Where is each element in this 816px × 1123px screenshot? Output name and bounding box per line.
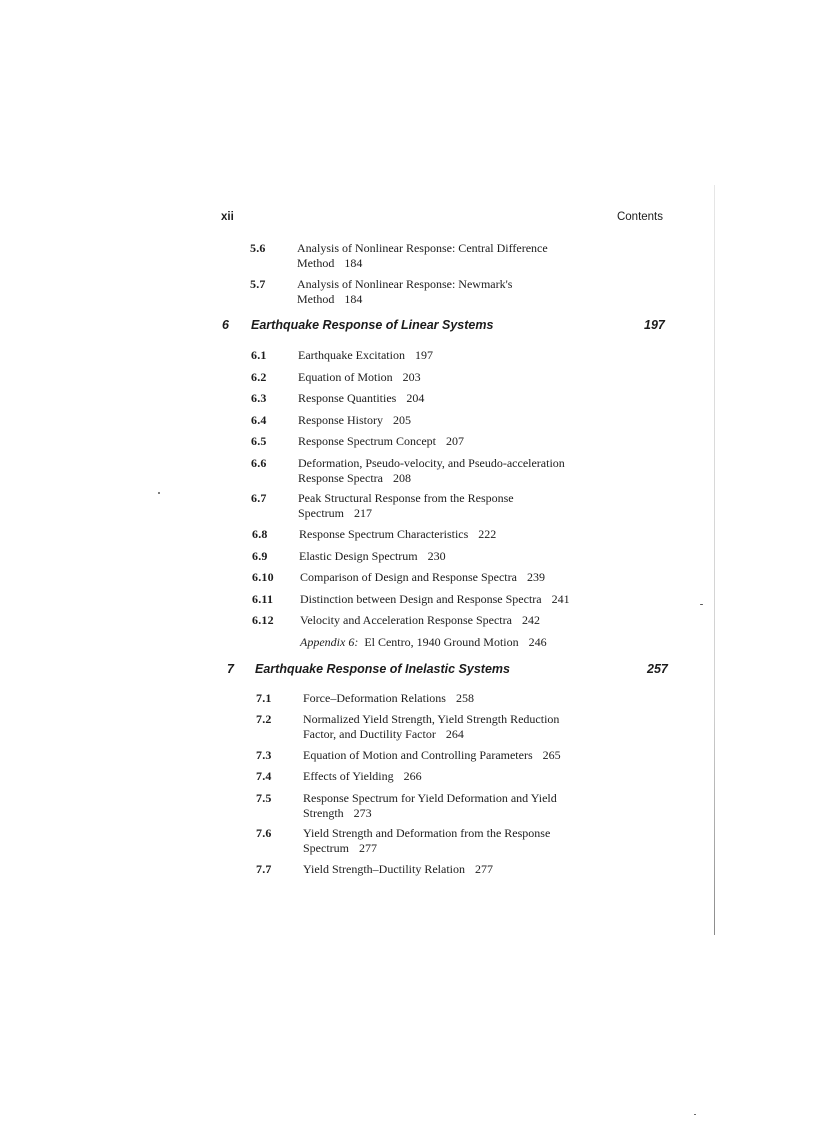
section-title [298, 370, 588, 385]
chapter-title: Earthquake Response of Linear Systems [251, 318, 494, 332]
section-title [303, 862, 593, 877]
section-title-text: Velocity and Acceleration Response Spectra [300, 613, 512, 627]
section-title-text: Distinction between Design and Response Spectra [300, 592, 542, 606]
section-title-text: Elastic Design Spectrum [299, 549, 418, 563]
section-number: 7.7 [256, 862, 272, 876]
scan-speck [694, 1114, 696, 1115]
section-page: 241 [551, 592, 570, 606]
section-title-text: Earthquake Excitation [298, 348, 405, 362]
appendix-title-text: El Centro, 1940 Ground Motion [364, 635, 519, 649]
section-page: 277 [359, 841, 377, 855]
section-title [303, 826, 593, 856]
section-title-text: Peak Structural Response from the Response Spectrum [298, 491, 514, 520]
section-title [298, 456, 598, 486]
section-page: 207 [445, 434, 464, 448]
section-number: 7.5 [256, 791, 272, 805]
section-page: 184 [344, 292, 363, 306]
section-number: 5.6 [250, 241, 266, 255]
section-number: 7.2 [256, 712, 272, 726]
section-number: 6.4 [251, 413, 267, 427]
section-number: 7.1 [256, 691, 272, 705]
section-title-text: Response Spectrum Characteristics [299, 527, 469, 541]
section-title-text: Yield Strength and Deformation from the Response Spectrum [303, 826, 551, 855]
section-page: 205 [393, 413, 411, 427]
section-number: 6.8 [252, 527, 268, 541]
section-number: 6.7 [251, 491, 267, 505]
section-title [298, 413, 588, 428]
section-page: 203 [402, 370, 421, 384]
section-title [297, 277, 587, 307]
section-title [299, 527, 589, 542]
section-title-text: Response Spectrum for Yield Deformation and Yield Strength [303, 791, 557, 820]
section-title-text: Equation of Motion and Controlling Parameters [303, 748, 533, 762]
section-title-text: Force–Deformation Relations [303, 691, 446, 705]
page-number: xii [221, 211, 234, 223]
section-number: 7.4 [256, 769, 272, 783]
section-page: 265 [542, 748, 561, 762]
section-title [297, 241, 587, 271]
appendix-label: Appendix 6: [300, 635, 359, 649]
section-title-text: Deformation, Pseudo-velocity, and Pseudo-acceleration Response Spectra [298, 456, 565, 485]
section-number: 6.1 [251, 348, 267, 362]
section-number: 6.6 [251, 456, 267, 470]
section-number: 7.3 [256, 748, 272, 762]
section-page: 230 [427, 549, 446, 563]
section-title-text: Response Spectrum Concept [298, 434, 436, 448]
section-title [298, 348, 588, 363]
section-title [298, 434, 588, 449]
section-page: 266 [403, 769, 422, 783]
chapter-page: 197 [644, 318, 665, 332]
section-number: 6.9 [252, 549, 268, 563]
scan-edge-line [714, 185, 715, 935]
section-title-text: Comparison of Design and Response Spectra [300, 570, 517, 584]
section-title [303, 769, 593, 784]
section-number: 6.12 [252, 613, 274, 627]
appendix-title [300, 635, 620, 650]
chapter-page: 257 [647, 662, 668, 676]
chapter-number: 6 [222, 318, 229, 332]
section-page: 258 [455, 691, 474, 705]
section-number: 6.11 [252, 592, 274, 606]
section-title-text: Normalized Yield Strength, Yield Strength Reduction Factor, and Ductility Factor [303, 712, 560, 741]
section-number: 6.3 [251, 391, 267, 405]
chapter-number: 7 [227, 662, 234, 676]
section-title [303, 748, 603, 763]
chapter-title: Earthquake Response of Inelastic Systems [255, 662, 510, 676]
section-title-text: Effects of Yielding [303, 769, 394, 783]
section-page: 204 [406, 391, 425, 405]
section-page: 184 [344, 256, 363, 270]
section-title [303, 712, 593, 742]
section-page: 222 [478, 527, 497, 541]
section-title-text: Response Quantities [298, 391, 397, 405]
section-title [298, 491, 588, 521]
section-page: 208 [392, 471, 411, 485]
section-number: 6.10 [252, 570, 274, 584]
section-title [300, 570, 600, 585]
scan-speck [158, 492, 160, 494]
section-page: 273 [353, 806, 372, 820]
section-page: 197 [414, 348, 433, 362]
section-title [299, 549, 589, 564]
section-title-text: Response History [298, 413, 383, 427]
section-title [298, 391, 588, 406]
section-number: 7.6 [256, 826, 272, 840]
appendix-page: 246 [528, 635, 547, 649]
section-number: 5.7 [250, 277, 266, 291]
section-number: 6.2 [251, 370, 267, 384]
section-page: 217 [354, 506, 372, 520]
section-page: 239 [526, 570, 545, 584]
section-title [303, 691, 593, 706]
section-title-text: Analysis of Nonlinear Response: Newmark's Method [297, 277, 513, 306]
running-head: Contents [616, 211, 663, 223]
section-number: 6.5 [251, 434, 267, 448]
page-header [221, 211, 663, 227]
section-title [300, 613, 600, 628]
section-title [303, 791, 593, 821]
scan-speck [700, 604, 703, 605]
section-page: 264 [445, 727, 464, 741]
section-title-text: Equation of Motion [298, 370, 393, 384]
section-title-text: Yield Strength–Ductility Relation [303, 862, 465, 876]
section-title [300, 592, 620, 607]
section-page: 242 [521, 613, 540, 627]
section-page: 277 [474, 862, 493, 876]
section-title-text: Analysis of Nonlinear Response: Central Difference Method [297, 241, 548, 270]
